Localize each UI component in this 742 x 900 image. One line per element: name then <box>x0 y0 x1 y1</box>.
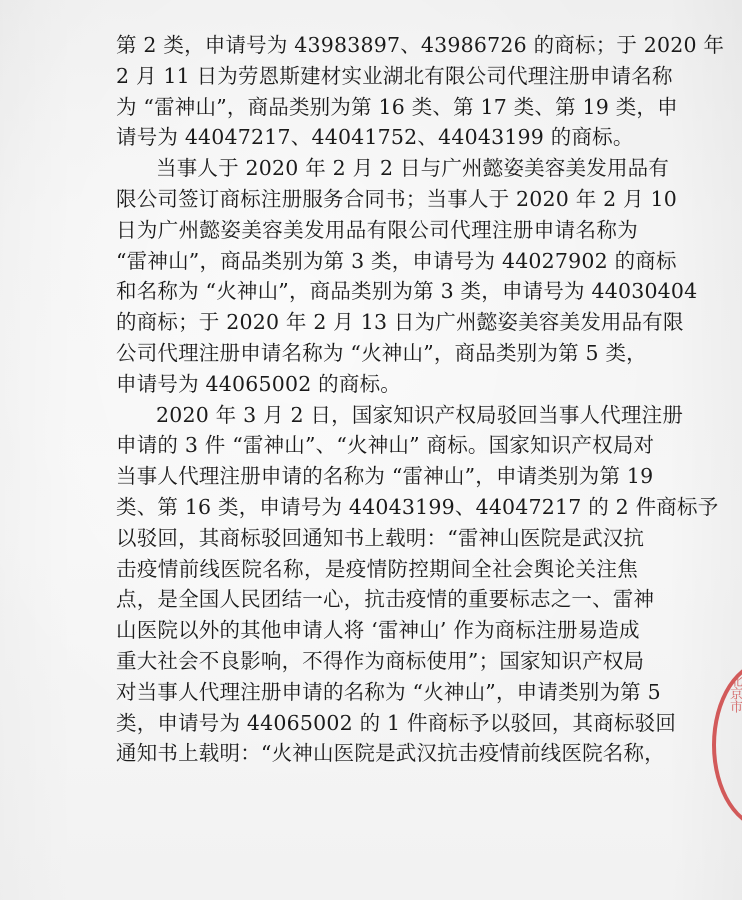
text-line: 类，申请号为 44065002 的 1 件商标予以驳回，其商标驳回 <box>116 710 677 735</box>
text-line: 通知书上载明：“火神山医院是武汉抗击疫情前线医院名称， <box>116 741 665 766</box>
text-line: 2 月 11 日为劳恩斯建材实业湖北有限公司代理注册申请名称 <box>116 63 673 88</box>
text-line: 公司代理注册申请名称为 “火神山”，商品类别为第 5 类， <box>116 340 647 365</box>
text-line: 山医院以外的其他申请人将 ‘雷神山’ 作为商标注册易造成 <box>116 618 640 643</box>
text-line: 限公司签订商标注册服务合同书；当事人于 2020 年 2 月 10 <box>116 186 677 211</box>
text-line: 和名称为 “火神山”，商品类别为第 3 类，申请号为 44030404 <box>116 279 698 304</box>
text-line: 为 “雷神山”，商品类别为第 16 类、第 17 类、第 19 类，申 <box>116 94 678 119</box>
text-line: 重大社会不良影响，不得作为商标使用”；国家知识产权局 <box>116 648 645 673</box>
text-line: 类、第 16 类，申请号为 44043199、44047217 的 2 件商标予 <box>116 494 719 519</box>
text-line: 击疫情前线医院名称，是疫情防控期间全社会舆论关注焦 <box>116 556 638 581</box>
text-line: 当事人代理注册申请的名称为 “雷神山”，申请类别为第 19 <box>116 464 654 489</box>
text-line: 日为广州懿姿美容美发用品有限公司代理注册申请名称为 <box>116 217 638 242</box>
text-line: 申请号为 44065002 的商标。 <box>116 371 401 396</box>
text-line: 当事人于 2020 年 2 月 2 日与广州懿姿美容美发用品有 <box>156 156 670 181</box>
official-seal-stamp <box>712 660 742 830</box>
document-body <box>116 30 725 769</box>
text-line: 点，是全国人民团结一心，抗击疫情的重要标志之一、雷神 <box>116 587 655 612</box>
text-line: 申请的 3 件 “雷神山”、“火神山” 商标。国家知识产权局对 <box>116 433 655 458</box>
seal-text: 北京市 <box>727 674 742 713</box>
text-line: 对当事人代理注册申请的名称为 “火神山”，申请类别为第 5 <box>116 679 661 704</box>
text-line: 2020 年 3 月 2 日，国家知识产权局驳回当事人代理注册 <box>156 402 684 427</box>
text-line: 第 2 类，申请号为 43983897、43986726 的商标；于 2020 年 <box>116 33 725 57</box>
text-line: “雷神山”，商品类别为第 3 类，申请号为 44027902 的商标 <box>116 248 677 273</box>
text-line: 请号为 44047217、44041752、44043199 的商标。 <box>116 125 634 150</box>
text-line: 的商标；于 2020 年 2 月 13 日为广州懿姿美容美发用品有限 <box>116 310 684 335</box>
text-line: 以驳回，其商标驳回通知书上载明：“雷神山医院是武汉抗 <box>116 525 645 550</box>
